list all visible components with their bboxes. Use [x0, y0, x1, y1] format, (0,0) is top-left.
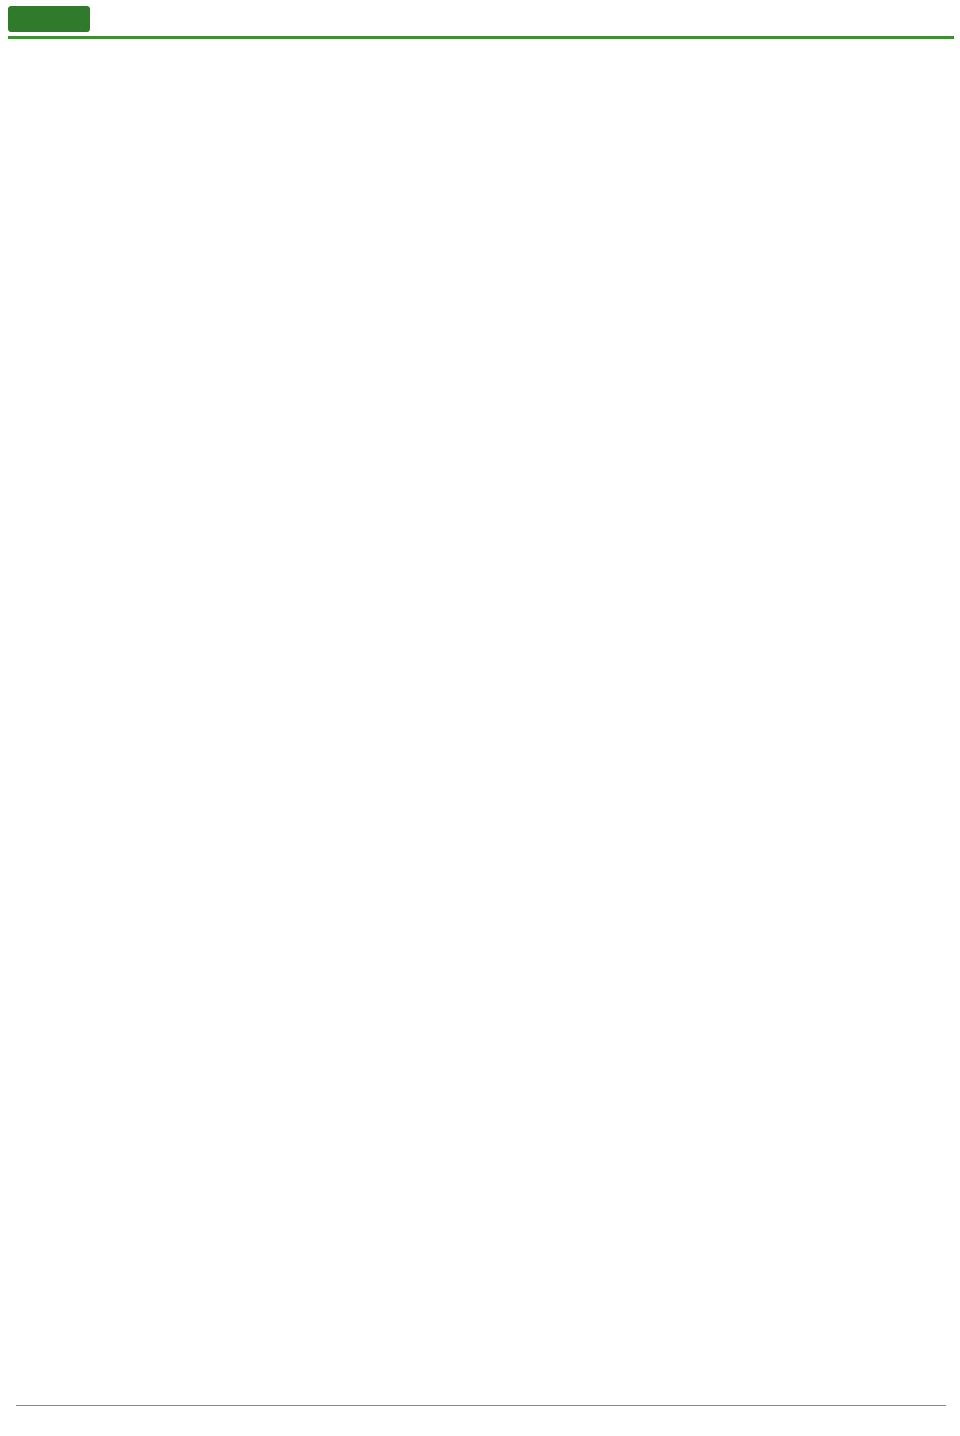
ff-logo	[8, 6, 90, 32]
keypad-procedure-figure	[0, 275, 960, 715]
page-header	[0, 0, 960, 40]
footer-rule	[16, 1405, 946, 1406]
header-rule	[8, 36, 954, 39]
figure-svg	[0, 275, 960, 715]
